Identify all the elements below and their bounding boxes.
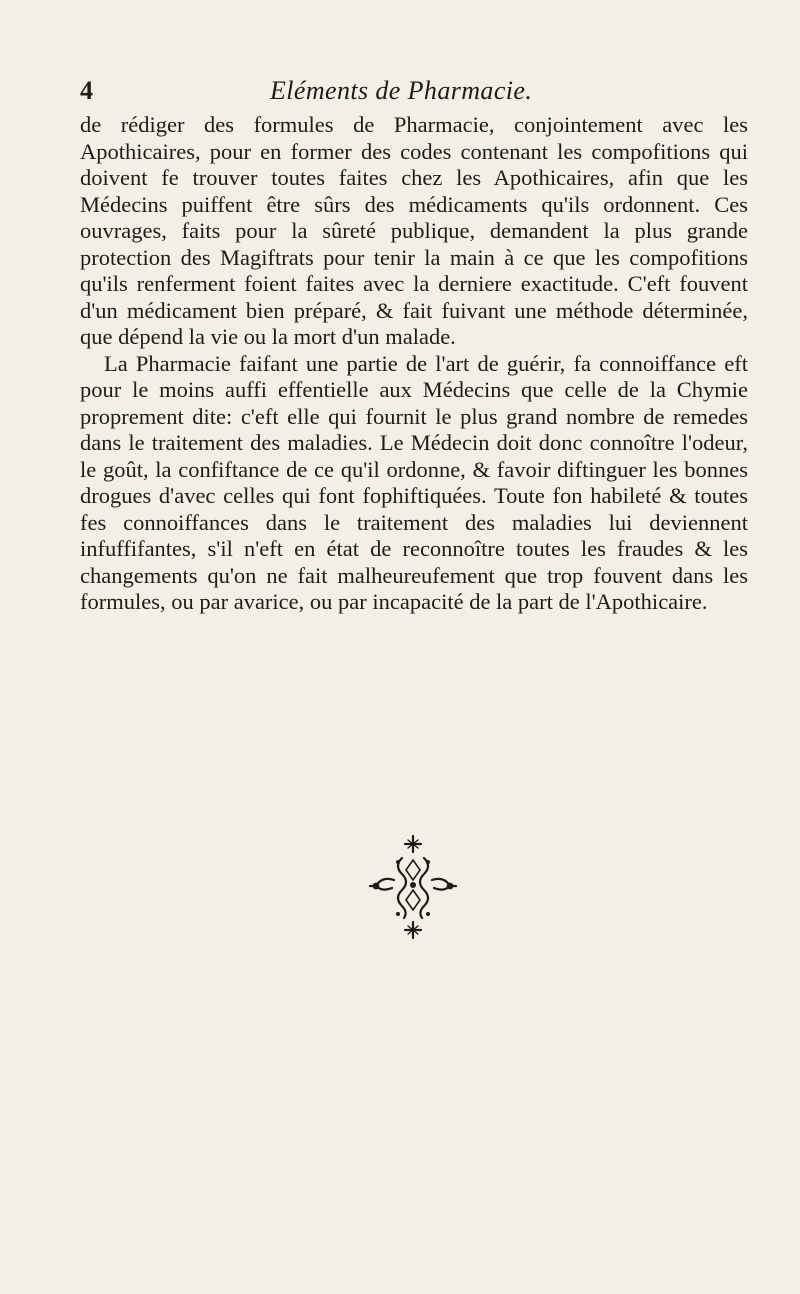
running-title: Eléments de Pharmacie.: [270, 76, 533, 105]
page-number: 4: [80, 76, 93, 105]
page-header: [80, 76, 740, 112]
paragraph-1: de rédiger des formules de Pharmacie, conjointement avec les Apothicaires, pour en former des codes contenant les compofitions qui doivent fe trouver toutes faites chez les Apothicaires, afin que les Médecins puiffent être sûrs des médicaments qu'ils ordonnent. Ces ouvrages, faits pour la sûreté publique, demandent la plus grande protection des Magiftrats pour tenir la main à ce que les compofitions qu'ils renferment foient faites avec la derniere exactitude. C'eft fouvent d'un médicament bien préparé, & fait fuivant une méthode déterminée, que dépend la vie ou la mort d'un malade.: [80, 112, 748, 349]
typographic-fleuron-icon: [358, 832, 468, 942]
body-text: [80, 112, 748, 616]
paragraph-2: La Pharmacie faifant une partie de l'art de guérir, fa connoiffance eft pour le moins auffi effentielle aux Médecins que celle de la Chymie proprement dite: c'eft elle qui fournit le plus grand nombre de remedes dans le traitement des maladies. Le Médecin doit donc connoître l'odeur, le goût, la confiftance de ce qu'il ordonne, & favoir diftinguer les bonnes drogues d'avec celles qui font fophiftiquées. Toute fon habileté & toutes fes connoiffances dans le traitement des maladies lui deviennent infuffifantes, s'il n'eft en état de reconnoître toutes les fraudes & les changements qu'on ne fait malheureufement que trop fouvent dans les formules, ou par avarice, ou par incapacité de la part de l'Apothicaire.: [80, 350, 748, 614]
